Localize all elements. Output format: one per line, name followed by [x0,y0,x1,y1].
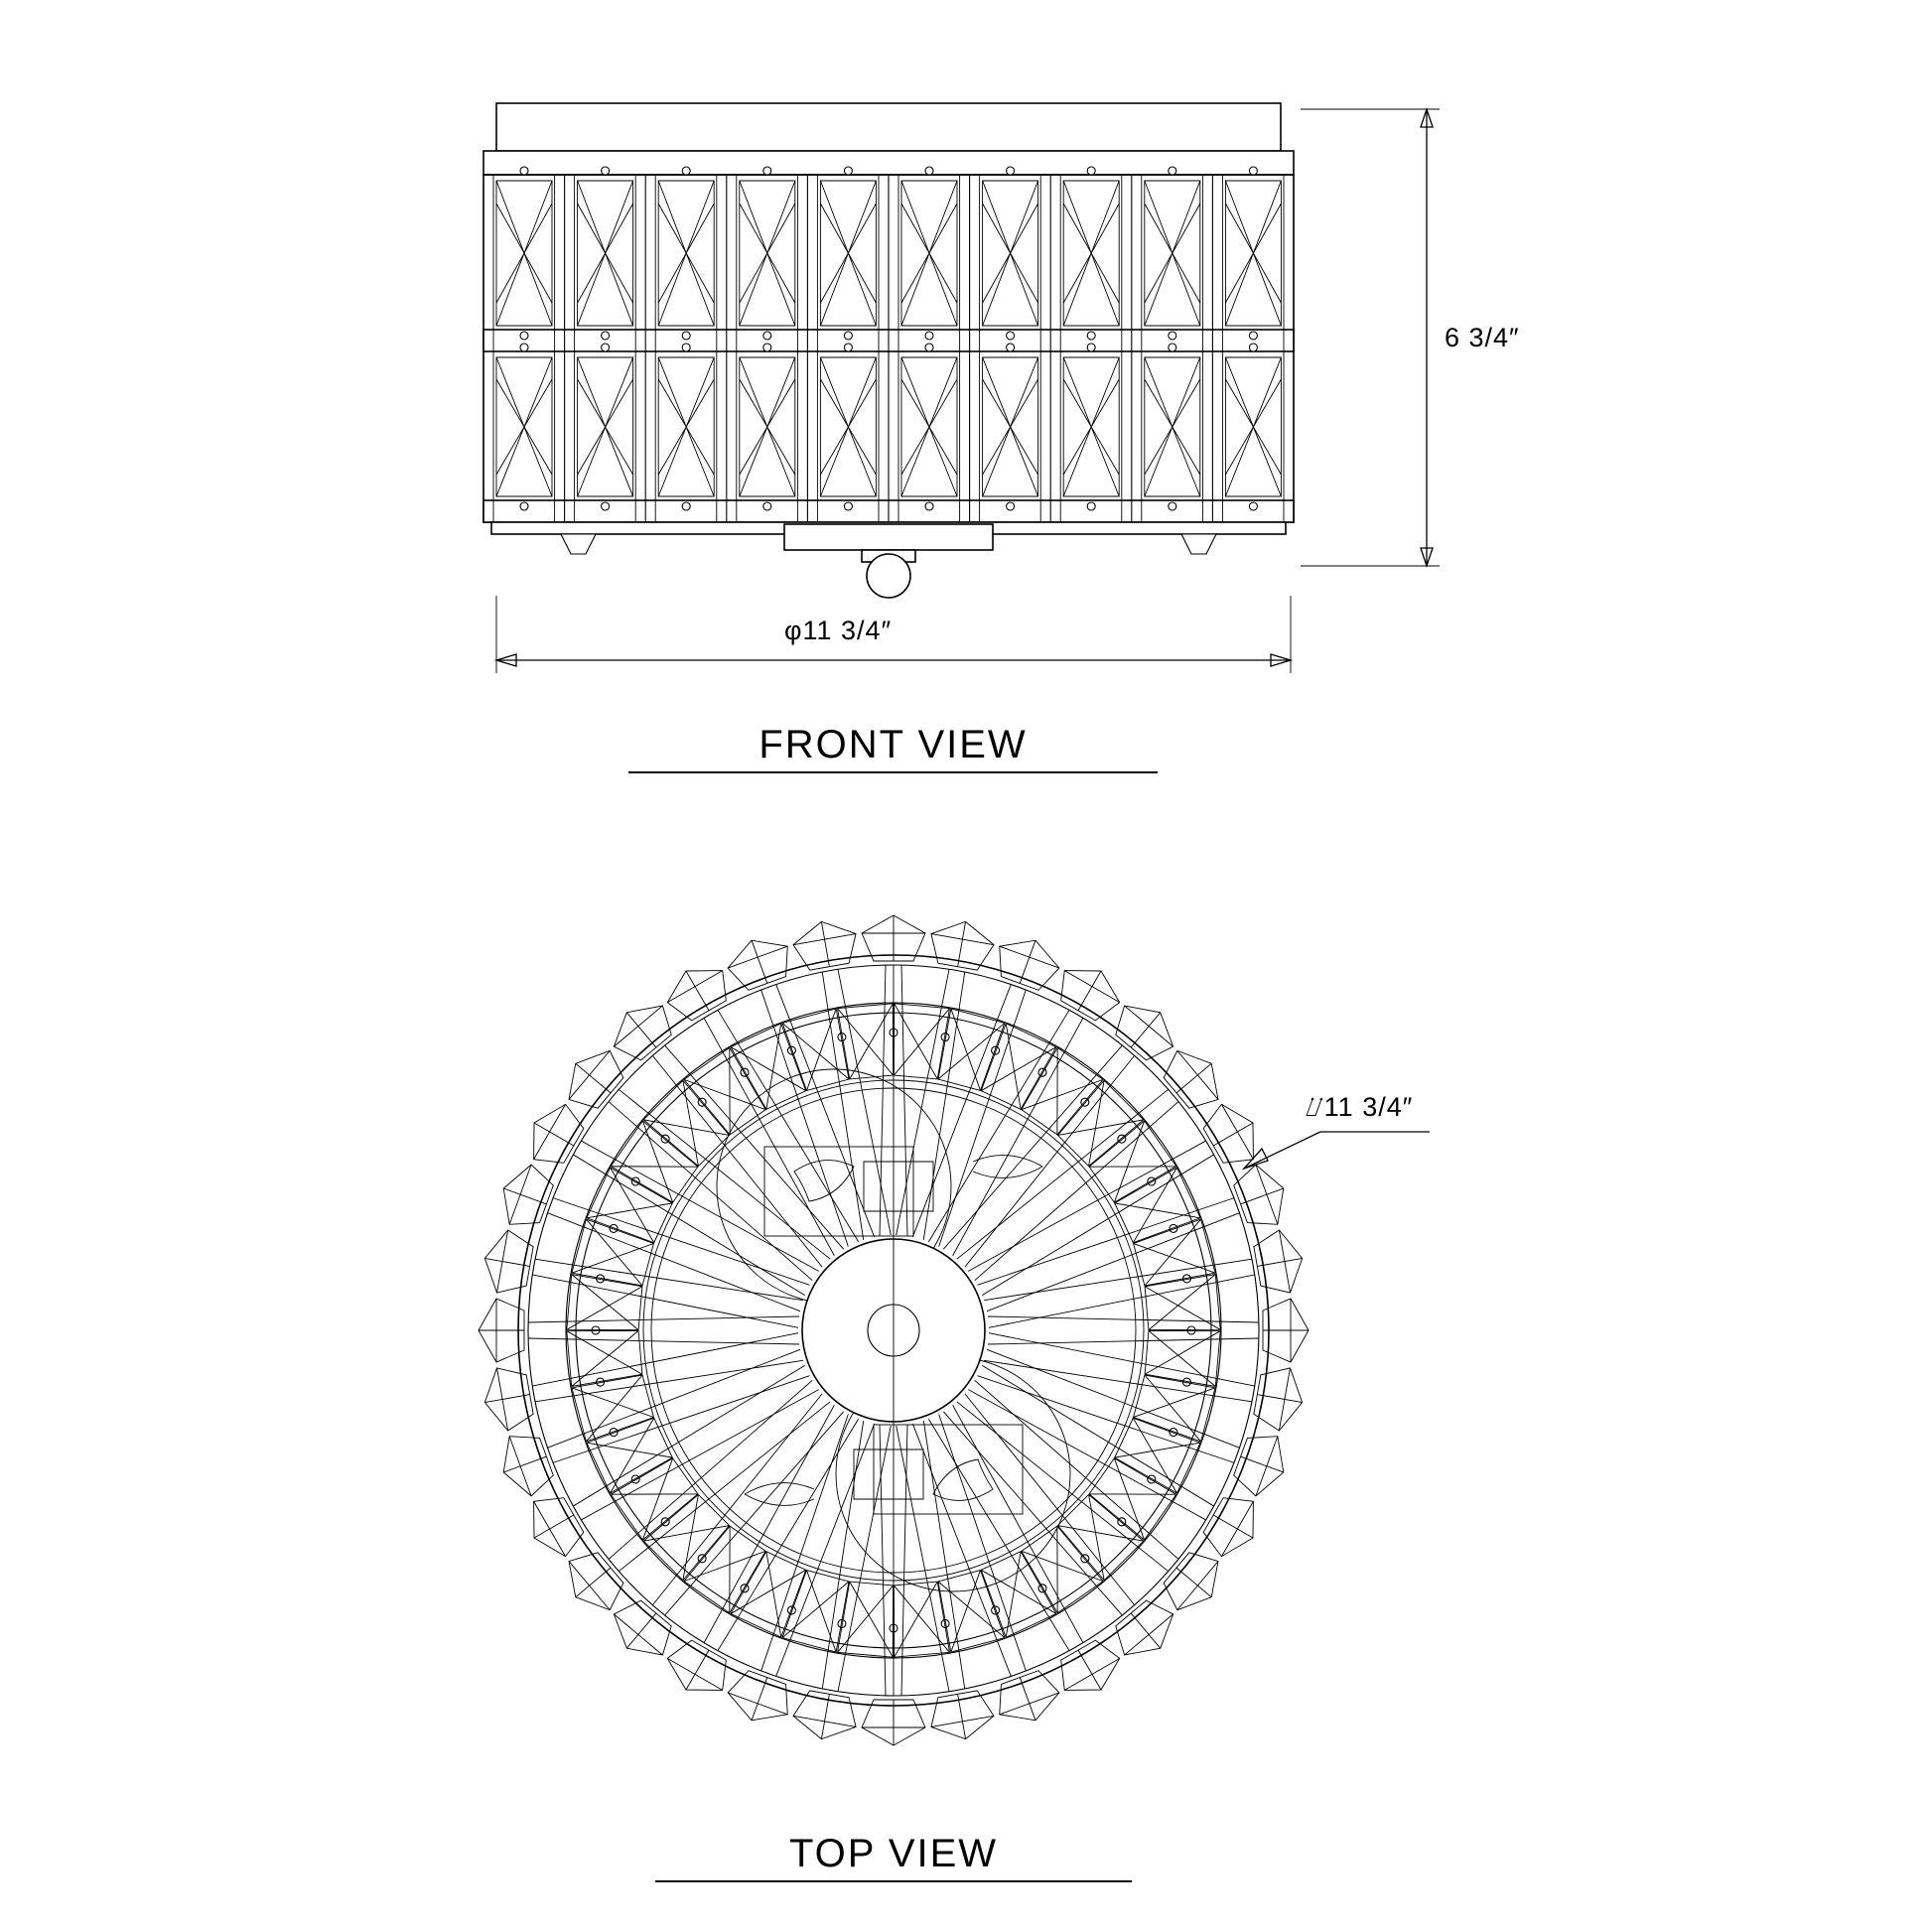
top-view-title-underline [655,1880,1132,1882]
top-view-group [479,915,1309,1745]
top-view-title-text: TOP VIEW [788,1832,999,1875]
front-view-diameter-dimension-text: φ11 3/4″ [784,616,893,645]
front-view-height-dimension-text: 6 3/4″ [1445,323,1520,352]
front-view-group [483,103,1294,598]
front-view-title-text: FRONT VIEW [759,723,1028,766]
front-view-title-underline [628,771,1158,773]
top-view-title [655,1832,1132,1882]
front-view-dimensions [496,109,1440,673]
top-view-diameter-dimension-text: ⌰11 3/4″ [1306,1092,1414,1122]
top-view-dimension-leader [1244,1132,1430,1169]
front-view-title [628,723,1158,773]
